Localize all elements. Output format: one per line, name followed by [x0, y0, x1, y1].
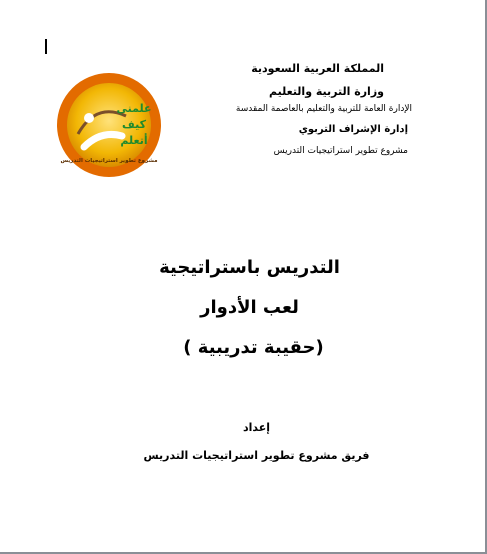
credits-label: إعداد	[242, 421, 271, 434]
header-project: مشروع تطوير استراتيجيات التدريس	[273, 146, 408, 156]
credits-team: فريق مشروع تطوير استراتيجيات التدريس	[143, 449, 370, 462]
logo-figure-head-icon	[84, 113, 94, 123]
header-department: إدارة الإشراف التربوي	[298, 124, 408, 135]
header-directorate: الإدارة العامة للتربية والتعليم بالعاصمة المقدسة	[235, 104, 412, 114]
logo-slogan-2: كيف	[122, 118, 146, 131]
logo-slogan-3: أتعلم	[120, 134, 148, 147]
logo-slogan-1: علمني	[116, 102, 152, 115]
header-country: المملكة العربية السعودية	[251, 62, 384, 75]
logo-ring-text: مشروع تطوير استراتيجيات التدريس	[60, 158, 158, 164]
ministry-header	[152, 62, 412, 157]
credits	[0, 421, 487, 463]
project-logo	[56, 72, 162, 178]
text-cursor[interactable]	[45, 39, 47, 54]
header-ministry: وزارة التربية والتعليم	[269, 85, 384, 98]
title-line-roleplay: لعب الأدوار	[200, 297, 299, 318]
title-line-strategy: التدريس باستراتيجية	[159, 257, 340, 278]
title-line-training-bag: (حقيبة تدريبية )	[183, 337, 324, 358]
document-title	[0, 256, 487, 360]
